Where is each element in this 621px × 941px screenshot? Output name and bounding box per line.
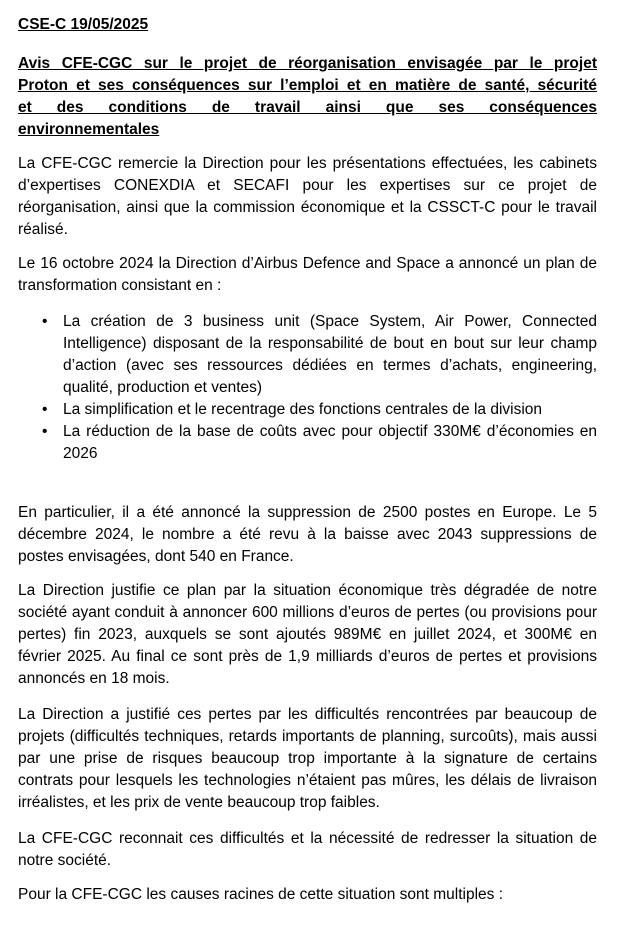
list-item-text: La réduction de la base de coûts avec pour objectif 330M€ d’économies en 2026 (63, 423, 597, 462)
bullet-icon: • (42, 423, 48, 440)
title-line: Avis CFE-CGC sur le projet de réorganisation envisagée par le projet (18, 55, 597, 72)
paragraph-thanks: La CFE-CGC remercie la Direction pour les présentations effectuées, les cabinets d’expertises CONEXDIA et SECAFI pour les expertises sur ce projet de réorganisation, ainsi que la commission économique et la CSSCT-C pour le travail réalisé. (18, 155, 597, 238)
list-item (18, 311, 597, 399)
title-line: environnementales (18, 121, 160, 138)
transformation-plan-list (18, 311, 597, 465)
bullet-icon: • (42, 401, 48, 418)
list-item (18, 399, 597, 421)
paragraph-financial-situation: La Direction justifie ce plan par la situation économique très dégradée de notre société ayant conduit à annoncer 600 millions d’euros de pertes (ou provisions pour pertes) fin 2023, auxquels se sont ajoutés 989M€ en juillet 2024, et 300M€ en février 2025. Au final ce sont près de 1,9 milliards d’euros de pertes et provisions annoncés en 18 mois. (18, 582, 597, 687)
paragraph-root-causes: Pour la CFE-CGC les causes racines de cette situation sont multiples : (18, 886, 504, 903)
meeting-date-heading: CSE-C 19/05/2025 (18, 16, 149, 33)
document-title (18, 53, 597, 141)
title-line: et des conditions de travail ainsi que ses conséquences (18, 99, 597, 116)
paragraph-acknowledgement: La CFE-CGC reconnait ces difficultés et la nécessité de redresser la situation de notre société. (18, 830, 597, 869)
bullet-icon: • (42, 313, 48, 330)
list-item-text: La création de 3 business unit (Space System, Air Power, Connected Intelligence) disposant de la responsabilité de bout en bout sur leur champ d’action (avec ses ressources dédiées en termes d’achats, engineering, qualité, production et ventes) (63, 313, 597, 396)
paragraph-loss-causes: La Direction a justifié ces pertes par les difficultés rencontrées par beaucoup de projets (difficultés techniques, retards importants de planning, surcoûts), mais aussi par une prise de risques beaucoup trop importante à la signature de certains contrats pour lesquels les technologies n’étaient pas mûres, les délais de livraison irréalistes, et les prix de vente beaucoup trop faibles. (18, 706, 597, 811)
title-line: Proton et ses conséquences sur l’emploi et en matière de santé, sécurité (18, 77, 597, 94)
list-item (18, 421, 597, 465)
list-item-text: La simplification et le recentrage des fonctions centrales de la division (63, 401, 543, 418)
paragraph-job-cuts: En particulier, il a été annoncé la suppression de 2500 postes en Europe. Le 5 décembre 2024, le nombre a été revu à la baisse avec 2043 suppressions de postes envisagées, dont 540 en France. (18, 504, 597, 565)
paragraph-announcement: Le 16 octobre 2024 la Direction d’Airbus Defence and Space a annoncé un plan de transformation consistant en : (18, 255, 597, 294)
